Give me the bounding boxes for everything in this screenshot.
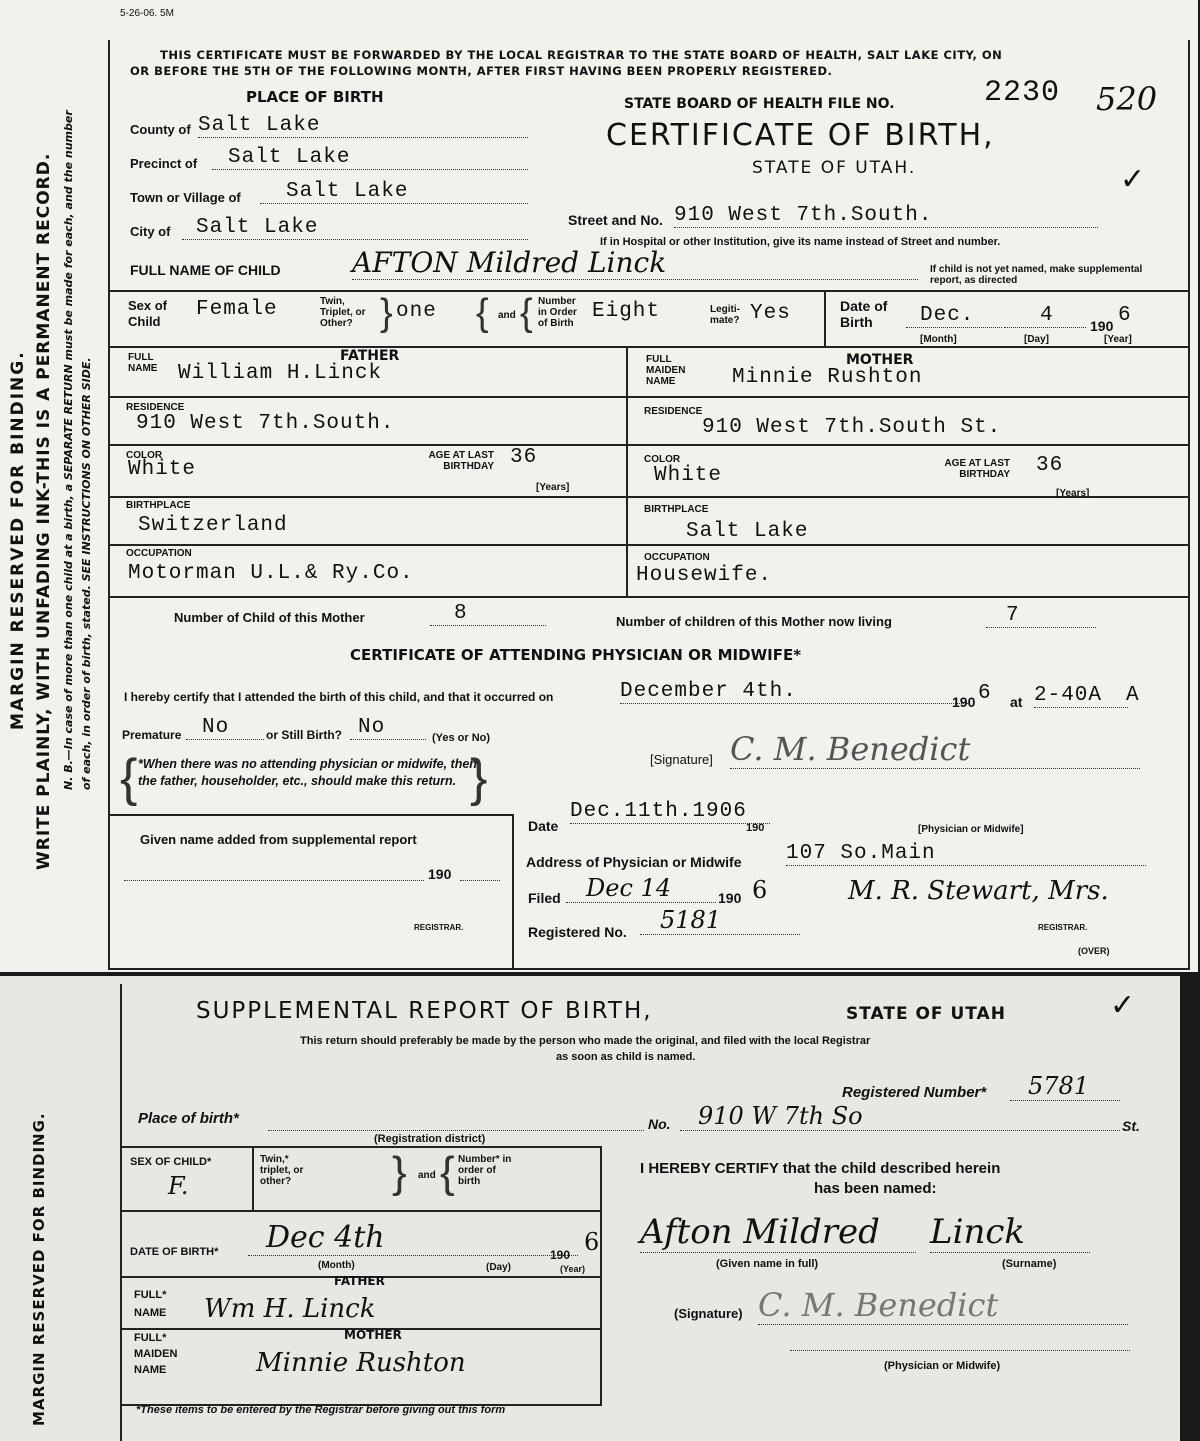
divider [824, 290, 826, 346]
supp-signature-label: (Signature) [674, 1306, 743, 1321]
father-occupation-value: Motorman U.L.& Ry.Co. [128, 562, 414, 585]
supp-day-caption: (Day) [486, 1262, 512, 1273]
divider [108, 496, 1188, 498]
father-heading: FATHER [340, 348, 400, 364]
supp-surname-caption: (Surname) [1002, 1258, 1057, 1270]
divider [122, 1210, 602, 1212]
supp-signature-line [790, 1350, 1130, 1351]
registrar-label: REGISTRAR. [1038, 923, 1088, 932]
father-color-label: COLOR [126, 450, 163, 461]
yes-no-caption: (Yes or No) [432, 732, 491, 744]
file-annotation: 520 [1096, 80, 1158, 118]
children-of-mother-value: 8 [430, 602, 546, 626]
signature-label: [Signature] [650, 752, 713, 767]
twin-value: one [396, 300, 437, 323]
registered-label: Registered No. [528, 924, 627, 940]
header-instruction-1: THIS CERTIFICATE MUST BE FORWARDED BY THE LOCAL REGISTRAR TO THE STATE BOARD OF HEALTH, SALT LAKE CITY, ON [160, 48, 1003, 62]
mother-years-caption: [Years] [1056, 488, 1090, 499]
supp-mother-label: FULL* MAIDEN NAME [134, 1332, 178, 1376]
not-named-note: If child is not yet named, make supplemental report, as directed [930, 264, 1143, 286]
registered-value: 5181 [640, 906, 800, 935]
dob-year-prefix: 190 [1090, 318, 1114, 334]
supp-father-label: FULL* NAME [134, 1289, 167, 1319]
registrar-signature: M. R. Stewart, Mrs. [848, 876, 1109, 906]
supplemental-subtitle-1: This return should preferably be made by the person who made the original, and filed with the local Registrar [300, 1035, 871, 1047]
city-label: City of [130, 224, 171, 239]
mother-age-value: 36 [1036, 454, 1064, 477]
divider [108, 444, 1188, 446]
margin-binding-text: MARGIN RESERVED FOR BINDING. [8, 350, 28, 730]
street-value: 910 West 7th.South. [674, 204, 1098, 228]
city-value: Salt Lake [182, 216, 528, 240]
town-label: Town or Village of [130, 190, 241, 205]
address-value: 107 So.Main [786, 842, 1146, 866]
divider [108, 544, 1188, 546]
place-of-birth-heading: PLACE OF BIRTH [246, 88, 384, 106]
supp-father-heading: FATHER [334, 1274, 385, 1288]
town-value: Salt Lake [260, 180, 528, 204]
supplemental-subtitle-2: as soon as child is named. [556, 1051, 696, 1063]
children-of-mother-label: Number of Child of this Mother [174, 610, 365, 625]
attending-time-suffix: A [1126, 684, 1140, 707]
date-label: Date [528, 818, 559, 834]
children-living-label: Number of children of this Mother now living [616, 614, 892, 629]
supp-street-value: 910 W 7th So [680, 1102, 1120, 1131]
divider [252, 1146, 254, 1210]
certificate-title: CERTIFICATE OF BIRTH, [606, 118, 995, 153]
month-caption: [Month] [920, 334, 957, 345]
supp-number-label: Number* in order of birth [458, 1154, 512, 1187]
sex-value: Female [196, 298, 278, 321]
supplemental-report-sheet [0, 976, 1180, 1441]
supp-surname: Linck [930, 1212, 1090, 1253]
premature-value: No [186, 716, 264, 740]
father-name-value: William H.Linck [178, 362, 383, 385]
mother-name-value: Minnie Rushton [732, 366, 923, 389]
given-name-year-line [460, 880, 500, 881]
brace-icon: { [440, 1148, 455, 1197]
supp-signature: C. M. Benedict [758, 1286, 1128, 1325]
children-living-value: 7 [986, 604, 1096, 628]
brace-icon: } [470, 749, 488, 807]
supp-dob-label: DATE OF BIRTH* [130, 1246, 219, 1258]
filed-year-prefix: 190 [718, 890, 742, 906]
and-label: and [498, 310, 516, 321]
divider [626, 346, 628, 596]
hospital-note: If in Hospital or other Institution, give its name instead of Street and number. [600, 236, 1001, 248]
father-residence-value: 910 West 7th.South. [136, 412, 395, 435]
divider [108, 346, 1188, 348]
no-physician-note: *When there was no attending physician or midwife, then the father, householder, etc., should make this return. [138, 757, 477, 788]
supplemental-title: SUPPLEMENTAL REPORT OF BIRTH, [196, 998, 653, 1024]
date-suffix: 190 [746, 822, 765, 834]
precinct-value: Salt Lake [212, 146, 528, 170]
legitimate-value: Yes [750, 302, 791, 325]
father-residence-label: RESIDENCE [126, 402, 185, 413]
day-caption: [Day] [1024, 334, 1050, 345]
brace-icon: { [476, 292, 489, 334]
given-name-year-prefix: 190 [428, 866, 452, 882]
supp-margin-binding-text: MARGIN RESERVED FOR BINDING. [30, 1112, 48, 1426]
year-caption: [Year] [1104, 334, 1132, 345]
filed-value: Dec 14 [566, 874, 716, 903]
divider [108, 814, 512, 816]
supplemental-state: STATE OF UTAH [846, 1004, 1006, 1024]
given-name-box-title: Given name added from supplemental report [140, 832, 417, 847]
file-no-label: STATE BOARD OF HEALTH FILE NO. [624, 96, 895, 112]
filed-label: Filed [528, 890, 561, 906]
brace-icon: { [120, 749, 138, 807]
attending-year-prefix: 190 [952, 694, 976, 710]
reg-number-label: Registered Number* [842, 1084, 987, 1101]
supp-certify-1: I HEREBY CERTIFY that the child described herein [640, 1160, 1001, 1177]
check-mark-icon: ✓ [1120, 162, 1146, 197]
child-name-label: FULL NAME OF CHILD [130, 262, 281, 278]
header-instruction-2: OR BEFORE THE 5TH OF THE FOLLOWING MONTH, AFTER FIRST HAVING BEEN PROPERLY REGISTERED. [130, 64, 833, 78]
margin-note-text: N. B.—In case of more than one child at a birth, a SEPARATE RETURN must be made for each, and the number of each, in order of birth, stated. SEE INSTRUCTIONS ON OTHER SIDE. [62, 110, 93, 790]
supp-year-caption: (Year) [560, 1264, 586, 1274]
supp-mother-name: Minnie Rushton [256, 1348, 466, 1378]
county-label: County of [130, 122, 191, 137]
still-birth-label: or Still Birth? [266, 728, 342, 742]
supp-year-prefix: 190 [550, 1248, 571, 1262]
supp-month-caption: (Month) [318, 1260, 355, 1271]
father-color-value: White [128, 458, 197, 481]
attending-date: December 4th. [620, 680, 970, 704]
legitimate-label: Legiti-mate? [710, 304, 740, 326]
supp-sex-value: F. [168, 1172, 189, 1200]
father-birthplace-label: BIRTHPLACE [126, 500, 191, 511]
attending-year: 6 [978, 682, 992, 705]
father-age-label: AGE AT LAST BIRTHDAY [428, 450, 494, 472]
premature-label: Premature [122, 728, 182, 742]
supp-physician-caption: (Physician or Midwife) [884, 1360, 1001, 1372]
mother-color-value: White [654, 464, 723, 487]
mother-occupation-value: Housewife. [636, 564, 773, 587]
supp-certify-2: has been named: [814, 1180, 937, 1197]
place-of-birth-label: Place of birth* [138, 1110, 239, 1127]
brace-icon: } [392, 1148, 407, 1197]
divider [108, 290, 1188, 292]
precinct-label: Precinct of [130, 156, 198, 171]
divider [108, 396, 1188, 398]
street-label: Street and No. [568, 212, 663, 228]
supp-footnote: *These items to be entered by the Registrar before giving out this form [136, 1404, 506, 1416]
place-of-birth-line [268, 1130, 644, 1131]
dob-label: Date of Birth [840, 298, 888, 330]
county-value: Salt Lake [198, 114, 528, 138]
divider [108, 596, 1188, 598]
mother-age-label: AGE AT LAST BIRTHDAY [944, 458, 1010, 480]
district-caption: (Registration district) [374, 1133, 486, 1145]
supp-dob-value: Dec 4th [248, 1220, 578, 1256]
child-name-value: AFTON Mildred Linck [352, 246, 918, 280]
filed-year: 6 [752, 876, 768, 904]
brace-icon: { [520, 292, 533, 334]
supp-twin-label: Twin,* triplet, or other? [260, 1154, 304, 1187]
mother-name-label: FULL MAIDEN NAME [646, 354, 686, 387]
given-name-registrar: REGISTRAR. [414, 923, 464, 932]
mother-residence-label: RESIDENCE [644, 406, 703, 417]
father-name-label: FULL NAME [128, 352, 158, 374]
mother-residence-value: 910 West 7th.South St. [702, 416, 1002, 439]
supp-mother-heading: MOTHER [344, 1328, 402, 1342]
father-occupation-label: OCCUPATION [126, 548, 192, 559]
reg-number-value: 5781 [1010, 1072, 1120, 1101]
brace-icon: } [380, 292, 393, 334]
number-label: Number in Order of Birth [538, 296, 577, 329]
mother-color-label: COLOR [644, 454, 681, 465]
supp-given-caption: (Given name in full) [716, 1258, 819, 1270]
address-label: Address of Physician or Midwife [526, 854, 742, 870]
check-mark-icon: ✓ [1110, 988, 1136, 1023]
mother-heading: MOTHER [846, 352, 914, 368]
file-no-value: 2230 [984, 76, 1061, 110]
supp-father-name: Wm H. Linck [204, 1294, 376, 1324]
physician-caption: [Physician or Midwife] [918, 824, 1024, 835]
attending-at-label: at [1010, 694, 1023, 710]
supp-and-label: and [418, 1170, 436, 1181]
attending-heading: CERTIFICATE OF ATTENDING PHYSICIAN OR MIDWIFE* [350, 646, 802, 664]
mother-birthplace-value: Salt Lake [686, 520, 809, 543]
given-name-line [124, 880, 424, 881]
attending-time: 2-40A [1034, 684, 1128, 708]
supp-given-name: Afton Mildred [640, 1212, 916, 1253]
father-years-caption: [Years] [536, 482, 570, 493]
supp-year: 6 [584, 1228, 600, 1256]
father-birthplace-value: Switzerland [138, 514, 288, 537]
form-code: 5-26-06. 5M [120, 8, 174, 19]
certify-text: I hereby certify that I attended the birth of this child, and that it occurred on [124, 690, 554, 704]
dob-month: Dec. [906, 304, 1002, 328]
dob-day: 4 [1004, 304, 1086, 328]
no-label: No. [648, 1116, 671, 1132]
still-birth-value: No [350, 716, 426, 740]
st-label: St. [1122, 1118, 1140, 1134]
physician-signature: C. M. Benedict [730, 730, 1140, 769]
twin-label: Twin, Triplet, or Other? [320, 296, 366, 329]
margin-permanent-record-text: WRITE PLAINLY, WITH UNFADING INK-THIS IS A PERMANENT RECORD. [34, 152, 54, 870]
divider [512, 814, 514, 968]
mother-birthplace-label: BIRTHPLACE [644, 504, 709, 515]
father-age-value: 36 [510, 446, 538, 469]
sex-label: Sex of Child [128, 298, 168, 329]
supp-sex-label: SEX OF CHILD* [130, 1156, 212, 1168]
dob-year: 6 [1118, 304, 1132, 327]
number-value: Eight [592, 300, 661, 323]
over-label: (OVER) [1078, 946, 1110, 956]
date-signed: Dec.11th.1906 [570, 800, 770, 824]
mother-occupation-label: OCCUPATION [644, 552, 710, 563]
state-subtitle: STATE OF UTAH. [752, 158, 917, 178]
